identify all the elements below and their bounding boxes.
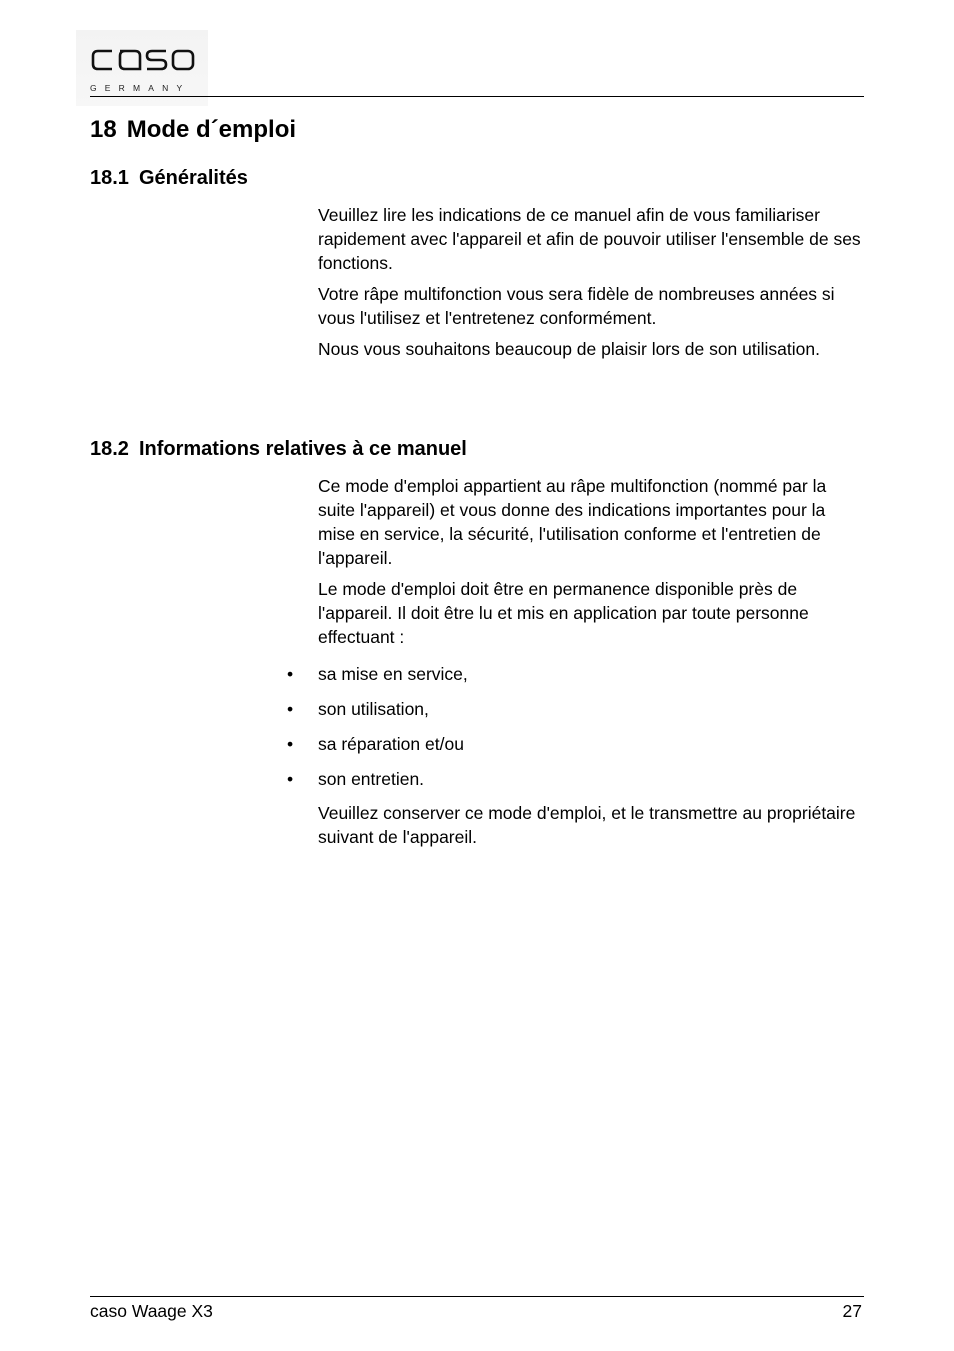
bullet-list (287, 662, 867, 802)
chapter-number: 18 (90, 116, 117, 143)
paragraph: Veuillez lire les indications de ce manuel afin de vous familiariser rapidement avec l'appareil et afin de pouvoir utiliser l'ensemble de ses fonctions. (318, 205, 861, 273)
chapter-title: Mode d´emploi (126, 116, 297, 143)
page-number: 27 (842, 1301, 862, 1321)
bullet-icon: • (287, 664, 294, 684)
bullet-icon: • (287, 699, 294, 719)
closing-paragraph (318, 801, 866, 856)
caso-wordmark-icon (90, 46, 196, 74)
section-title: Informations relatives à ce manuel (138, 438, 467, 460)
section-number: 18.1 (90, 167, 129, 189)
list-item: • sa réparation et/ou (287, 734, 464, 754)
header-rule (90, 96, 864, 97)
list-item: • son utilisation, (287, 699, 429, 719)
logo-subtext: GERMANY (90, 83, 191, 93)
list-item: • son entretien. (287, 769, 425, 789)
section-title: Généralités (138, 167, 248, 189)
paragraph: Ce mode d'emploi appartient au râpe multifonction (nommé par la suite l'appareil) et vous donne des indications importantes pour la mise en service, la sécurité, l'utilisation conforme et l'entretien de l'appareil. (318, 476, 827, 568)
section-heading-generalites (90, 167, 248, 190)
section-heading-informations (90, 438, 467, 461)
section-body-generalites (318, 203, 866, 368)
paragraph: Le mode d'emploi doit être en permanence disponible près de l'appareil. Il doit être lu et mis en application par toute personne effectuant : (318, 579, 809, 647)
footer-rule (90, 1296, 864, 1297)
paragraph: Votre râpe multifonction vous sera fidèle de nombreuses années si vous l'utilisez et l'entretenez conformément. (318, 284, 835, 328)
paragraph: Veuillez conserver ce mode d'emploi, et le transmettre au propriétaire suivant de l'appareil. (318, 803, 856, 847)
paragraph: Nous vous souhaitons beaucoup de plaisir lors de son utilisation. (318, 339, 820, 359)
chapter-heading (90, 116, 296, 144)
caso-logo (76, 30, 208, 106)
bullet-icon: • (287, 769, 294, 789)
section-number: 18.2 (90, 438, 129, 460)
list-item: • sa mise en service, (287, 664, 468, 684)
footer-product: caso Waage X3 (90, 1301, 213, 1321)
section-body-informations (318, 474, 866, 656)
bullet-icon: • (287, 734, 294, 754)
